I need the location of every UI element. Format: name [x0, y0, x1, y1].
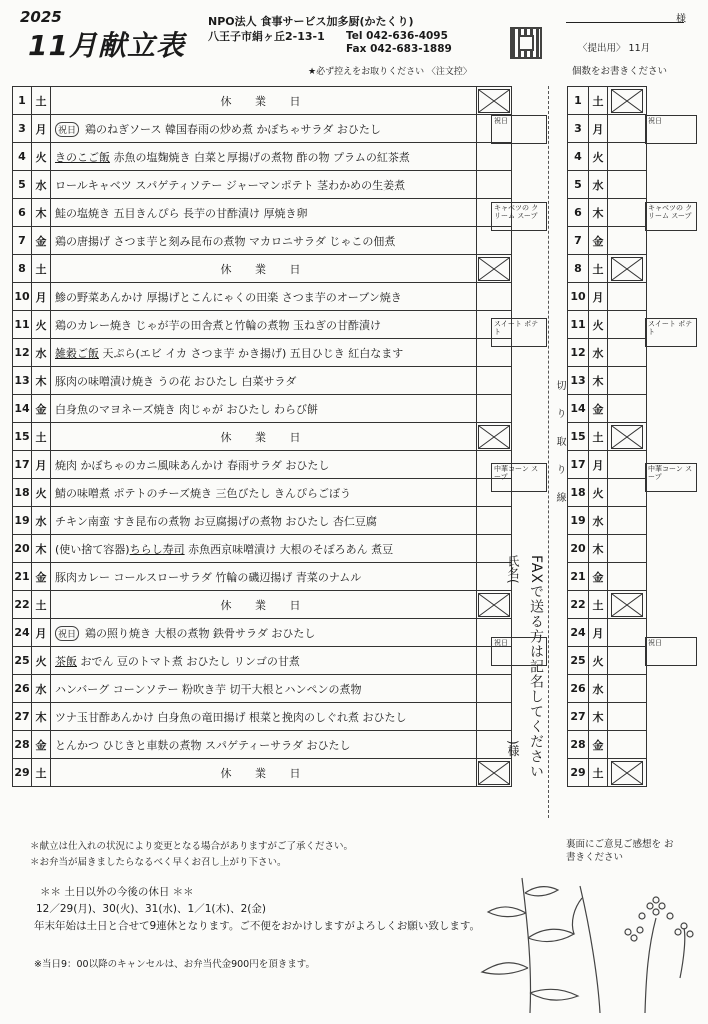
rice-dish: 雑穀ご飯 — [55, 346, 99, 360]
day-number: 10 — [13, 283, 32, 311]
name-suffix: 様 — [676, 14, 686, 25]
menu-dishes — [51, 535, 477, 563]
order-day: 1 — [568, 87, 589, 115]
extra-item-note: キャベツの クリーム スープ — [648, 204, 693, 220]
closed-day: 休 業 日 — [51, 255, 477, 283]
customer-name-field[interactable] — [566, 8, 684, 23]
day-number: 24 — [13, 619, 32, 647]
menu-row — [13, 647, 512, 675]
order-quantity-box[interactable] — [608, 367, 647, 395]
menu-row — [13, 423, 512, 451]
extra-item-box[interactable] — [491, 318, 547, 347]
dish-list: 鮭の塩焼き 五目きんぴら 長芋の甘酢漬け 厚焼き卵 — [55, 206, 308, 220]
extra-item-order-box[interactable] — [645, 637, 697, 666]
weekday: 土 — [32, 591, 51, 619]
order-quantity-box[interactable] — [608, 507, 647, 535]
menu-row — [13, 143, 512, 171]
order-row — [568, 339, 647, 367]
org-name: NPO法人 食事サービス加多厨(かたくり) — [208, 15, 414, 28]
menu-dishes — [51, 675, 477, 703]
rice-dish: ちらし寿司 — [129, 542, 185, 556]
day-number: 25 — [13, 647, 32, 675]
order-day: 29 — [568, 759, 589, 787]
order-row — [568, 283, 647, 311]
menu-row — [13, 535, 512, 563]
extra-item-note: キャベツの クリーム スープ — [494, 204, 539, 220]
extra-item-note: 中華コーン スープ — [648, 465, 693, 481]
order-day: 20 — [568, 535, 589, 563]
day-number: 11 — [13, 311, 32, 339]
container-note: (使い捨て容器) — [55, 542, 130, 556]
dish-list: 鶏のねぎソース 韓国春雨の炒め煮 かぼちゃサラダ おひたし — [85, 122, 381, 136]
order-row — [568, 395, 647, 423]
menu-row — [13, 507, 512, 535]
weekday: 木 — [32, 703, 51, 731]
order-weekday: 火 — [589, 311, 608, 339]
weekday: 金 — [32, 731, 51, 759]
rice-dish: きのこご飯 — [55, 150, 110, 164]
menu-row — [13, 227, 512, 255]
submit-label: 〈提出用〉 11月 — [578, 43, 651, 54]
weekday: 金 — [32, 563, 51, 591]
day-number: 1 — [13, 87, 32, 115]
menu-dishes — [51, 115, 477, 143]
extra-item-note: 祝日 — [494, 639, 508, 647]
order-weekday: 火 — [589, 647, 608, 675]
extra-item-box[interactable] — [491, 463, 547, 492]
order-day: 25 — [568, 647, 589, 675]
menu-dishes — [51, 171, 477, 199]
cross-mark-icon — [611, 257, 643, 281]
weekday: 土 — [32, 255, 51, 283]
order-quantity-box[interactable] — [608, 451, 647, 479]
weekday: 土 — [32, 423, 51, 451]
holiday-heading: ＊＊ 土日以外の今後の休日 ＊＊ — [40, 886, 194, 898]
day-number: 20 — [13, 535, 32, 563]
order-row — [568, 311, 647, 339]
dish-list: ロールキャベツ スパゲティソテー ジャーマンポテト 茎わかめの生姜煮 — [55, 178, 406, 192]
extra-item-note: スイート ポテト — [648, 320, 693, 336]
menu-row — [13, 367, 512, 395]
menu-row — [13, 255, 512, 283]
order-day: 8 — [568, 255, 589, 283]
weekday: 月 — [32, 283, 51, 311]
dish-list: 天ぷら(エビ イカ さつま芋 かき揚げ) 五目ひじき 紅白なます — [99, 346, 404, 360]
extra-item-note: 祝日 — [648, 639, 662, 647]
weekday: 火 — [32, 647, 51, 675]
closed-day: 休 業 日 — [51, 423, 477, 451]
order-weekday: 火 — [589, 143, 608, 171]
order-day: 17 — [568, 451, 589, 479]
order-day: 24 — [568, 619, 589, 647]
extra-item-note: 祝日 — [648, 117, 662, 125]
order-count-box[interactable] — [477, 283, 512, 311]
order-row — [568, 731, 647, 759]
menu-dishes — [51, 647, 477, 675]
order-closed — [608, 255, 647, 283]
menu-row — [13, 591, 512, 619]
menu-row — [13, 395, 512, 423]
weekday: 木 — [32, 367, 51, 395]
menu-row — [13, 87, 512, 115]
order-row — [568, 227, 647, 255]
order-count-box[interactable] — [477, 675, 512, 703]
menu-dishes — [51, 619, 477, 647]
order-day: 3 — [568, 115, 589, 143]
order-day: 28 — [568, 731, 589, 759]
order-day: 7 — [568, 227, 589, 255]
order-day: 26 — [568, 675, 589, 703]
order-weekday: 火 — [589, 479, 608, 507]
menu-dishes — [51, 563, 477, 591]
dish-list: 焼肉 かぼちゃのカニ風味あんかけ 春雨サラダ おひたし — [55, 458, 330, 472]
order-weekday: 月 — [589, 283, 608, 311]
menu-row — [13, 731, 512, 759]
day-number: 26 — [13, 675, 32, 703]
menu-row — [13, 339, 512, 367]
menu-dishes — [51, 731, 477, 759]
holiday-mark: 祝日 — [55, 626, 79, 641]
weekday: 土 — [32, 759, 51, 787]
holiday-dates: 12／29(月)、30(火)、31(水)、1／1(木)、2(金) — [36, 903, 266, 915]
weekday: 月 — [32, 115, 51, 143]
closed-box — [477, 591, 512, 619]
extra-item-note: スイート ポテト — [494, 320, 539, 336]
order-quantity-box[interactable] — [608, 339, 647, 367]
botanical-illustration — [470, 868, 700, 1018]
day-number: 7 — [13, 227, 32, 255]
day-number: 15 — [13, 423, 32, 451]
order-weekday: 水 — [589, 675, 608, 703]
cancel-policy: ※当日9：00以降のキャンセルは、お弁当代金900円を頂きます。 — [34, 959, 315, 970]
order-weekday: 月 — [589, 619, 608, 647]
dish-list: ハンバーグ コーンソテー 粉吹き芋 切干大根とハンペンの煮物 — [55, 682, 362, 696]
order-row — [568, 87, 647, 115]
order-quantity-box[interactable] — [608, 563, 647, 591]
contact-block — [346, 30, 452, 56]
order-count-box[interactable] — [477, 171, 512, 199]
order-row — [568, 423, 647, 451]
menu-dishes — [51, 199, 477, 227]
order-weekday: 土 — [589, 759, 608, 787]
order-quantity-box[interactable] — [608, 731, 647, 759]
closed-box — [477, 87, 512, 115]
weekday: 金 — [32, 395, 51, 423]
order-closed — [608, 591, 647, 619]
day-number: 6 — [13, 199, 32, 227]
dish-list: 鶏の照り焼き 大根の煮物 鉄骨サラダ おひたし — [85, 626, 316, 640]
order-row — [568, 563, 647, 591]
cross-mark-icon — [478, 593, 510, 617]
order-weekday: 金 — [589, 731, 608, 759]
cross-mark-icon — [611, 593, 643, 617]
order-weekday: 木 — [589, 199, 608, 227]
order-row — [568, 479, 647, 507]
order-day: 15 — [568, 423, 589, 451]
day-number: 4 — [13, 143, 32, 171]
menu-row — [13, 703, 512, 731]
menu-dishes — [51, 339, 477, 367]
menu-row — [13, 563, 512, 591]
order-day: 5 — [568, 171, 589, 199]
menu-dishes — [51, 507, 477, 535]
menu-table — [12, 86, 512, 787]
weekday: 火 — [32, 311, 51, 339]
order-weekday: 木 — [589, 367, 608, 395]
dish-list: とんかつ ひじきと車麩の煮物 スパゲティーサラダ おひたし — [55, 738, 351, 752]
order-row — [568, 619, 647, 647]
extra-item-order-box[interactable] — [645, 115, 697, 144]
order-day: 14 — [568, 395, 589, 423]
menu-dishes — [51, 143, 477, 171]
order-weekday: 月 — [589, 451, 608, 479]
order-weekday: 水 — [589, 171, 608, 199]
menu-row — [13, 479, 512, 507]
weekday: 火 — [32, 479, 51, 507]
menu-dishes — [51, 227, 477, 255]
closed-day: 休 業 日 — [51, 759, 477, 787]
order-quantity-box[interactable] — [608, 535, 647, 563]
closed-box — [477, 759, 512, 787]
order-day: 13 — [568, 367, 589, 395]
day-number: 27 — [13, 703, 32, 731]
order-row — [568, 367, 647, 395]
day-number: 17 — [13, 451, 32, 479]
weekday: 水 — [32, 507, 51, 535]
dish-list: 鶏のカレー焼き じゃが芋の田舎煮と竹輪の煮物 玉ねぎの甘酢漬け — [55, 318, 381, 332]
order-quantity-box[interactable] — [608, 143, 647, 171]
menu-dishes — [51, 479, 477, 507]
order-quantity-box[interactable] — [608, 675, 647, 703]
order-row — [568, 703, 647, 731]
order-weekday: 水 — [589, 507, 608, 535]
rice-dish: 茶飯 — [55, 654, 77, 668]
order-weekday: 木 — [589, 535, 608, 563]
weekday: 金 — [32, 227, 51, 255]
cut-line — [548, 86, 549, 818]
fax-name-label: 氏名( — [506, 555, 520, 584]
cross-mark-icon — [611, 425, 643, 449]
order-quantity-box[interactable] — [608, 619, 647, 647]
menu-dishes — [51, 703, 477, 731]
dish-list: おでん 豆のトマト煮 おひたし リンゴの甘煮 — [77, 654, 300, 668]
extra-item-note: 中華コーン スープ — [494, 465, 539, 481]
day-number: 28 — [13, 731, 32, 759]
order-quantity-box[interactable] — [608, 199, 647, 227]
weekday: 水 — [32, 339, 51, 367]
weekday: 水 — [32, 675, 51, 703]
order-weekday: 金 — [589, 227, 608, 255]
cross-mark-icon — [478, 425, 510, 449]
order-row — [568, 675, 647, 703]
day-number: 5 — [13, 171, 32, 199]
order-day: 27 — [568, 703, 589, 731]
order-day: 11 — [568, 311, 589, 339]
year: 2025 — [20, 8, 62, 26]
fax-name-suffix: )様 — [506, 740, 520, 757]
closed-day: 休 業 日 — [51, 87, 477, 115]
cross-mark-icon — [611, 761, 643, 785]
order-quantity-box[interactable] — [608, 311, 647, 339]
qr-code-icon[interactable] — [510, 27, 542, 59]
order-day: 12 — [568, 339, 589, 367]
order-day: 21 — [568, 563, 589, 591]
fax-number: Fax 042-683-1889 — [346, 43, 452, 55]
menu-row — [13, 759, 512, 787]
cross-mark-icon — [478, 761, 510, 785]
menu-dishes — [51, 395, 477, 423]
cross-mark-icon — [478, 257, 510, 281]
order-weekday: 土 — [589, 255, 608, 283]
closed-box — [477, 423, 512, 451]
dish-list: 鯵の野菜あんかけ 厚揚げとこんにゃくの田楽 さつま芋のオーブン焼き — [55, 290, 402, 304]
order-row — [568, 171, 647, 199]
menu-dishes — [51, 283, 477, 311]
order-quantity-box[interactable] — [608, 283, 647, 311]
order-row — [568, 647, 647, 675]
menu-row — [13, 283, 512, 311]
extra-item-order-box[interactable] — [645, 463, 697, 492]
order-quantity-box[interactable] — [608, 395, 647, 423]
order-day: 6 — [568, 199, 589, 227]
weekday: 木 — [32, 199, 51, 227]
menu-dishes — [51, 311, 477, 339]
dish-list: 赤魚の塩麹焼き 白菜と厚揚げの煮物 酢の物 プラムの紅茶煮 — [110, 150, 410, 164]
order-quantity-box[interactable] — [608, 227, 647, 255]
order-count-box[interactable] — [477, 367, 512, 395]
order-weekday: 木 — [589, 703, 608, 731]
dish-list: チキン南蛮 すき昆布の煮物 お豆腐揚げの煮物 おひたし 杏仁豆腐 — [55, 514, 377, 528]
order-row — [568, 255, 647, 283]
dish-list: 鯖の味噌煮 ポテトのチーズ焼き 三色びたし きんぴらごぼう — [55, 486, 351, 500]
order-weekday: 水 — [589, 339, 608, 367]
order-weekday: 土 — [589, 87, 608, 115]
day-number: 12 — [13, 339, 32, 367]
order-row — [568, 143, 647, 171]
order-row — [568, 759, 647, 787]
extra-item-box[interactable] — [491, 637, 547, 666]
extra-item-order-box[interactable] — [645, 318, 697, 347]
order-weekday: 月 — [589, 115, 608, 143]
closed-box — [477, 255, 512, 283]
order-table — [567, 86, 647, 787]
order-weekday: 土 — [589, 591, 608, 619]
order-day: 4 — [568, 143, 589, 171]
weekday: 火 — [32, 143, 51, 171]
weekday: 月 — [32, 619, 51, 647]
day-number: 21 — [13, 563, 32, 591]
order-row — [568, 535, 647, 563]
menu-row — [13, 311, 512, 339]
order-count-box[interactable] — [477, 703, 512, 731]
order-day: 19 — [568, 507, 589, 535]
order-row — [568, 115, 647, 143]
order-quantity-box[interactable] — [608, 115, 647, 143]
order-quantity-box[interactable] — [608, 703, 647, 731]
order-count-box[interactable] — [477, 143, 512, 171]
menu-row — [13, 171, 512, 199]
fax-instruction: FAXで送る方は記名してください — [528, 555, 544, 779]
day-number: 19 — [13, 507, 32, 535]
dish-list: 白身魚のマヨネーズ焼き 肉じゃが おひたし わらび餅 — [55, 402, 318, 416]
dish-list: 鶏の唐揚げ さつま芋と刻み昆布の煮物 マカロニサラダ じゃこの佃煮 — [55, 234, 396, 248]
extra-item-box[interactable] — [491, 202, 547, 231]
feedback-note: 裏面にご意見ご感想を お書きください — [566, 839, 674, 863]
order-closed — [608, 423, 647, 451]
menu-row — [13, 619, 512, 647]
closed-day: 休 業 日 — [51, 591, 477, 619]
order-closed — [608, 759, 647, 787]
day-number: 22 — [13, 591, 32, 619]
order-weekday: 金 — [589, 563, 608, 591]
order-day: 18 — [568, 479, 589, 507]
footer-note-eat-soon: ＊お弁当が届きましたらなるべく早くお召し上がり下さい。 — [30, 857, 287, 868]
day-number: 8 — [13, 255, 32, 283]
order-quantity-box[interactable] — [608, 647, 647, 675]
dish-list: 赤魚西京味噌漬け 大根のそぼろあん 煮豆 — [184, 542, 394, 556]
order-row — [568, 507, 647, 535]
cut-line-label: 切り取り線 — [554, 380, 565, 520]
order-quantity-box[interactable] — [608, 171, 647, 199]
order-day: 10 — [568, 283, 589, 311]
tel-number: Tel 042-636-4095 — [346, 30, 448, 42]
day-number: 29 — [13, 759, 32, 787]
order-quantity-box[interactable] — [608, 479, 647, 507]
menu-row — [13, 675, 512, 703]
extra-item-order-box[interactable] — [645, 202, 697, 231]
weekday: 月 — [32, 451, 51, 479]
extra-item-note: 祝日 — [494, 117, 508, 125]
count-label: 個数をお書きください — [572, 66, 668, 77]
dish-list: 豚肉の味噌漬け焼き うの花 おひたし 白菜サラダ — [55, 374, 297, 388]
order-row — [568, 199, 647, 227]
cross-mark-icon — [478, 89, 510, 113]
order-count-box[interactable] — [477, 395, 512, 423]
page-title: 11月献立表 — [28, 29, 185, 62]
menu-row — [13, 451, 512, 479]
order-weekday: 金 — [589, 395, 608, 423]
menu-row — [13, 199, 512, 227]
weekday: 土 — [32, 87, 51, 115]
day-number: 14 — [13, 395, 32, 423]
order-weekday: 土 — [589, 423, 608, 451]
order-row — [568, 591, 647, 619]
menu-row — [13, 115, 512, 143]
holiday-mark: 祝日 — [55, 122, 79, 137]
extra-item-box[interactable] — [491, 115, 547, 144]
menu-dishes — [51, 367, 477, 395]
new-year-notice: 年末年始は土日と合せて9連休となります。ご不便をおかけしますがよろしくお願い致します。 — [34, 920, 480, 932]
day-number: 13 — [13, 367, 32, 395]
weekday: 木 — [32, 535, 51, 563]
order-closed — [608, 87, 647, 115]
dish-list: ツナ玉甘酢あんかけ 白身魚の竜田揚げ 根菜と挽肉のしぐれ煮 おひたし — [55, 710, 407, 724]
order-count-box[interactable] — [477, 507, 512, 535]
footer-note-menu-change: ＊献立は仕入れの状況により変更となる場合がありますがご了承ください。 — [30, 841, 354, 852]
order-day: 22 — [568, 591, 589, 619]
day-number: 18 — [13, 479, 32, 507]
order-row — [568, 451, 647, 479]
keep-copy-notice: ★必ず控えをお取りください 〈注文控〉 — [308, 67, 472, 77]
dish-list: 豚肉カレー コールスローサラダ 竹輪の磯辺揚げ 青菜のナムル — [55, 570, 362, 584]
org-address: 八王子市絹ヶ丘2-13-1 — [208, 30, 325, 43]
menu-dishes — [51, 451, 477, 479]
weekday: 水 — [32, 171, 51, 199]
day-number: 3 — [13, 115, 32, 143]
cross-mark-icon — [611, 89, 643, 113]
